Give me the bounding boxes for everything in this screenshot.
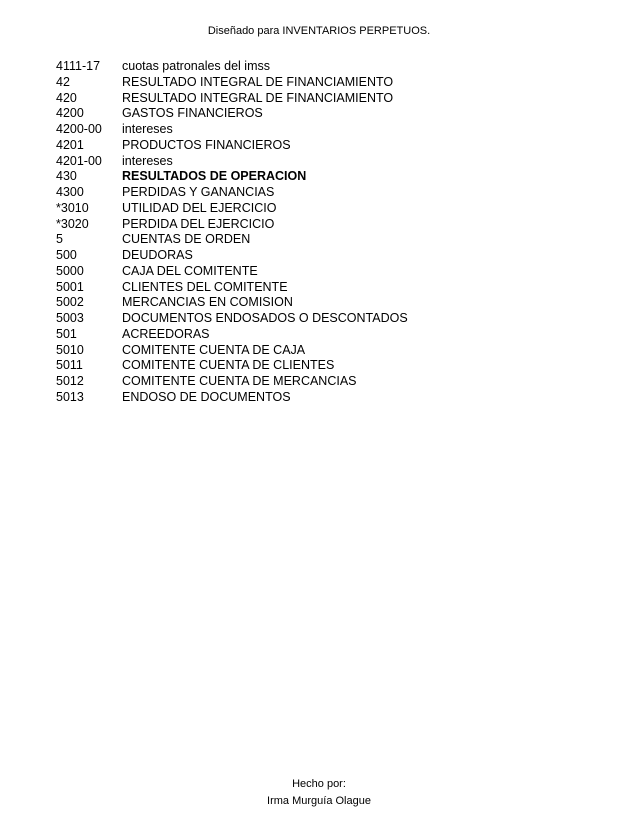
account-code: 5003 bbox=[56, 311, 84, 325]
account-name: UTILIDAD DEL EJERCICIO bbox=[122, 200, 277, 215]
account-name: RESULTADOS DE OPERACION bbox=[122, 169, 307, 184]
account-name: ENDOSO DE DOCUMENTOS bbox=[122, 389, 291, 404]
account-name: GASTOS FINANCIEROS bbox=[122, 106, 263, 121]
account-code: 420 bbox=[56, 90, 77, 105]
header-text: Diseñado para INVENTARIOS PERPETUOS. bbox=[207, 25, 431, 37]
account-row bbox=[56, 390, 596, 406]
account-code: 501 bbox=[56, 326, 77, 341]
account-name: DEUDORAS bbox=[122, 248, 193, 262]
account-name: PRODUCTOS FINANCIEROS bbox=[122, 137, 291, 152]
account-row bbox=[56, 75, 596, 91]
account-row bbox=[56, 358, 596, 374]
account-code: *3020 bbox=[56, 216, 89, 231]
account-row bbox=[56, 248, 596, 264]
account-name: CUENTAS DE ORDEN bbox=[122, 232, 251, 247]
account-name: COMITENTE CUENTA DE CLIENTES bbox=[122, 358, 335, 373]
account-code: 5002 bbox=[56, 295, 84, 310]
account-row bbox=[56, 232, 596, 248]
account-code: 42 bbox=[56, 74, 70, 89]
account-code: *3010 bbox=[56, 200, 89, 215]
account-row bbox=[56, 59, 596, 75]
account-code: 4300 bbox=[56, 185, 84, 199]
account-name: RESULTADO INTEGRAL DE FINANCIAMIENTO bbox=[122, 74, 394, 89]
account-name: RESULTADO INTEGRAL DE FINANCIAMIENTO bbox=[122, 90, 394, 105]
account-row bbox=[56, 327, 596, 343]
account-code: 5011 bbox=[56, 358, 83, 373]
account-code: 4200 bbox=[56, 106, 84, 121]
account-name: DOCUMENTOS ENDOSADOS O DESCONTADOS bbox=[122, 311, 408, 325]
account-name: intereses bbox=[122, 153, 173, 168]
account-name: ACREEDORAS bbox=[122, 326, 210, 341]
account-code: 5001 bbox=[56, 279, 84, 294]
account-row bbox=[56, 138, 596, 154]
account-name: CLIENTES DEL COMITENTE bbox=[122, 279, 288, 294]
account-name: PERDIDAS Y GANANCIAS bbox=[122, 185, 275, 199]
account-row bbox=[56, 122, 596, 138]
page-header bbox=[0, 25, 638, 37]
account-name: CAJA DEL COMITENTE bbox=[122, 263, 258, 278]
account-code: 500 bbox=[56, 248, 77, 262]
account-row bbox=[56, 185, 596, 201]
account-row bbox=[56, 280, 596, 296]
account-name: cuotas patronales del imss bbox=[122, 59, 270, 73]
account-name: COMITENTE CUENTA DE CAJA bbox=[122, 342, 306, 357]
account-row bbox=[56, 201, 596, 217]
account-list bbox=[56, 59, 596, 406]
account-row bbox=[56, 343, 596, 359]
account-code: 4201 bbox=[56, 137, 84, 152]
account-row bbox=[56, 91, 596, 107]
account-code: 5000 bbox=[56, 263, 84, 278]
account-row bbox=[56, 217, 596, 233]
page-footer bbox=[0, 776, 638, 810]
account-row bbox=[56, 295, 596, 311]
account-row bbox=[56, 154, 596, 170]
account-code: 4201-00 bbox=[56, 153, 102, 168]
account-row bbox=[56, 311, 596, 327]
account-code: 4111-17 bbox=[56, 59, 101, 73]
account-code: 5012 bbox=[56, 374, 84, 388]
account-code: 4200-00 bbox=[56, 122, 102, 136]
account-code: 5 bbox=[56, 232, 63, 247]
account-row bbox=[56, 106, 596, 122]
account-name: PERDIDA DEL EJERCICIO bbox=[122, 216, 275, 231]
account-code: 5013 bbox=[56, 389, 84, 404]
account-row bbox=[56, 264, 596, 280]
account-code: 430 bbox=[56, 169, 77, 184]
account-row bbox=[56, 169, 596, 185]
account-code: 5010 bbox=[56, 342, 84, 357]
account-name: intereses bbox=[122, 122, 173, 136]
footer-credit-label: Hecho por: bbox=[292, 778, 346, 790]
account-name: COMITENTE CUENTA DE MERCANCIAS bbox=[122, 374, 357, 388]
account-name: MERCANCIAS EN COMISION bbox=[122, 295, 293, 310]
account-row bbox=[56, 374, 596, 390]
footer-author-name: Irma Murguía Olague bbox=[267, 795, 371, 807]
